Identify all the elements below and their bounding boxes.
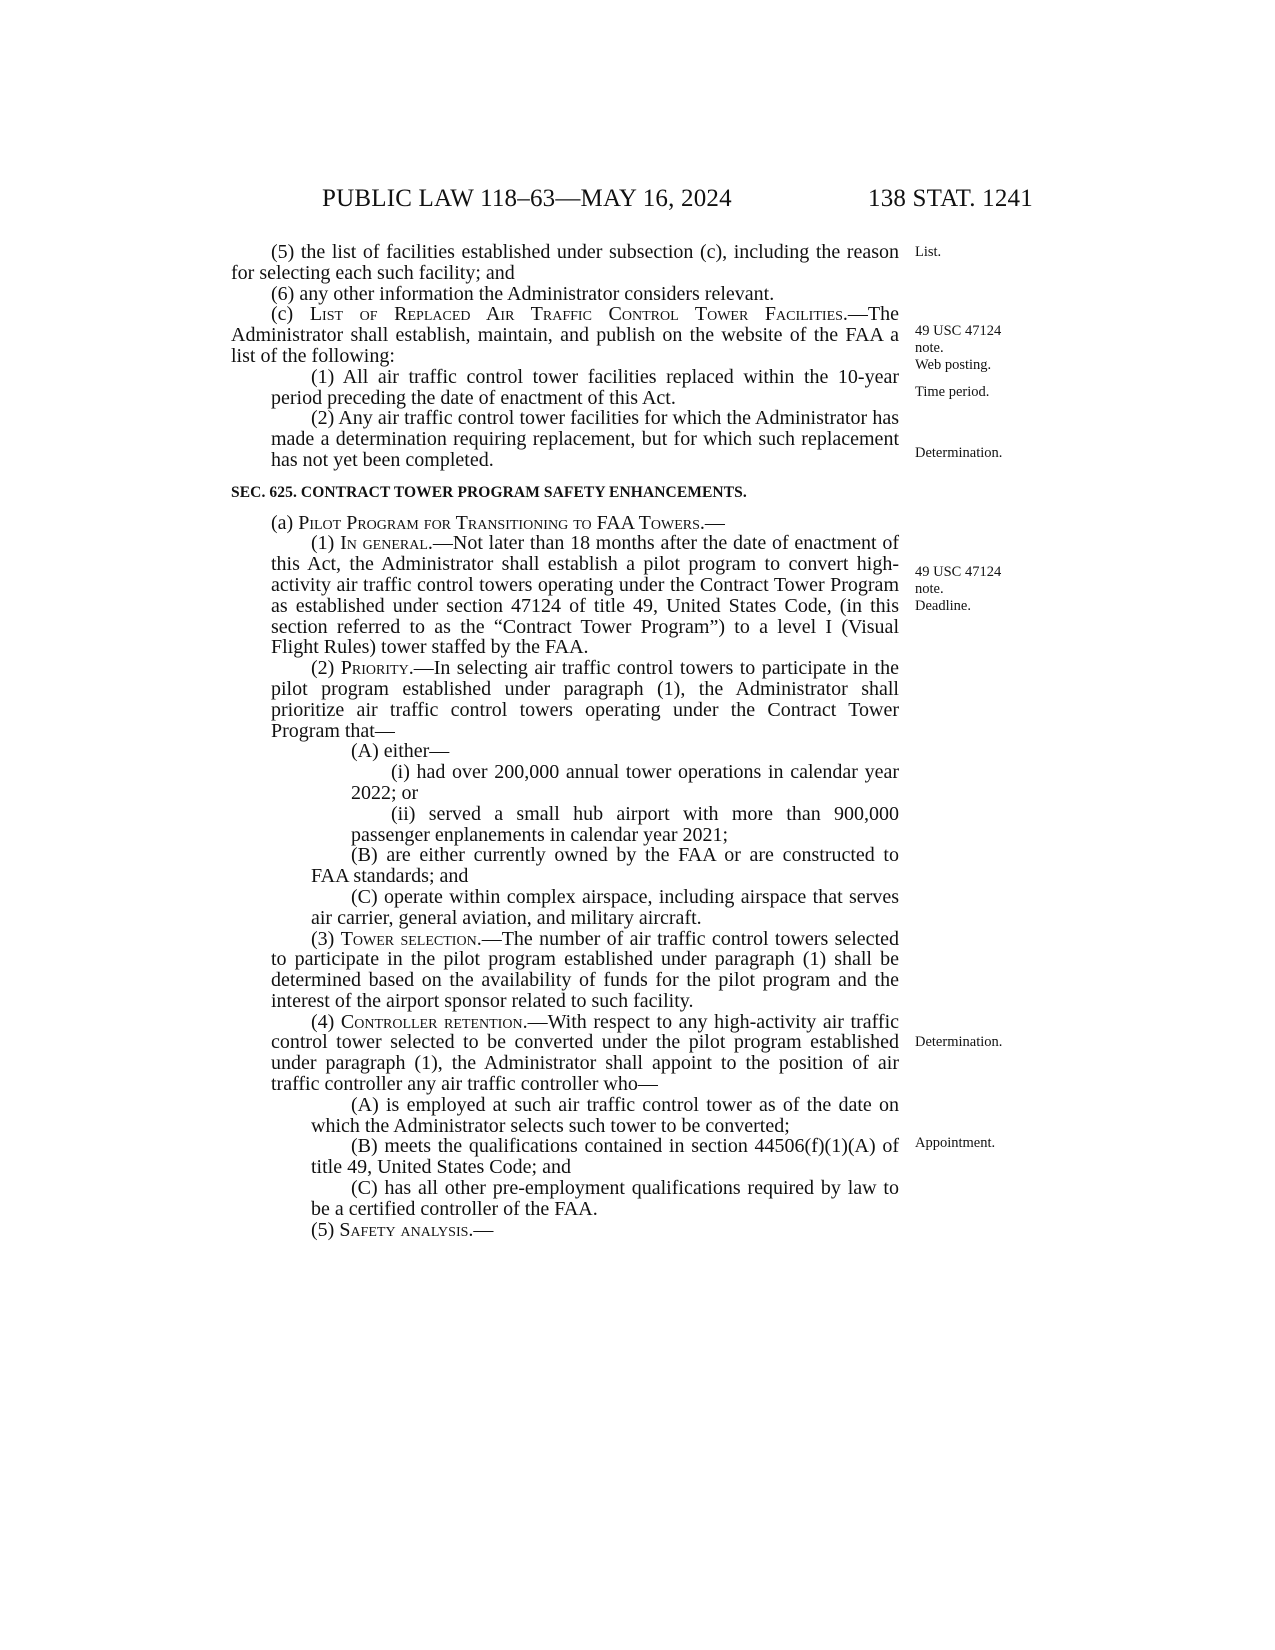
paragraph-a2-number: (2) <box>311 657 341 680</box>
paragraph-a2 <box>231 658 899 741</box>
statute-page-number: 138 STAT. 1241 <box>868 185 1033 212</box>
running-header-title: PUBLIC LAW 118–63—MAY 16, 2024 <box>322 185 732 212</box>
main-text <box>231 242 899 1240</box>
paragraph-a3-number: (3) <box>311 927 341 950</box>
subparagraph-a2B: (B) are either currently owned by the FAA or are constructed to FAA standards; and <box>311 844 899 888</box>
paragraph-b6: (6) any other information the Administrator considers relevant. <box>271 282 775 305</box>
margin-note-web-posting: Web posting. <box>915 357 992 373</box>
margin-note-time-period: Time period. <box>915 384 990 400</box>
subparagraph-a4A: (A) is employed at such air traffic control tower as of the date on which the Administrator selects such tower to be converted; <box>311 1093 899 1137</box>
paragraph-a5-dash: .— <box>468 1218 494 1241</box>
clause-a2Ai: (i) had over 200,000 annual tower operations in calendar year 2022; or <box>351 761 899 804</box>
margin-note-note: note. <box>915 340 944 356</box>
paragraph-a3-text: .—The number of air traffic control towers selected to participate in the pilot program established under paragraph (1) shall be determined based on the availability of funds for the pilot program and the interest of the airport sponsor related to such facility. <box>271 927 899 1012</box>
subsection-c-text: .—The Administrator shall establish, maintain, and publish on the website of the FAA a list of the following: <box>231 303 899 367</box>
paragraph-a5 <box>231 1220 899 1241</box>
margin-note-appointment: Appointment. <box>915 1135 996 1151</box>
paragraph-a4-number: (4) <box>311 1010 341 1033</box>
margin-note-deadline: Deadline. <box>915 598 971 614</box>
subsection-a-heading: Pilot Program for Transitioning to FAA Towers <box>298 511 700 534</box>
margin-note-usc-citation: 49 USC 47124 <box>915 564 1002 580</box>
subparagraph-a4C: (C) has all other pre-employment qualifications required by law to be a certified controller of the FAA. <box>311 1177 899 1220</box>
subsection-a-number: (a) <box>271 511 299 534</box>
paragraph-a3-heading: Tower selection <box>340 927 477 950</box>
paragraph-a2-text: .—In selecting air traffic control towers to participate in the pilot program established under paragraph (1), the Administrator shall prioritize air traffic control towers operating under the Contract Tower Program that— <box>271 657 899 742</box>
paragraph-a4-heading: Controller retention <box>340 1010 523 1033</box>
paragraph-c2: (2) Any air traffic control tower facilities for which the Administrator has made a determination requiring replacement, but for which such replacement has not yet been completed. <box>271 407 899 471</box>
subsection-a <box>231 513 899 534</box>
subsection-c-number: (c) <box>271 303 310 326</box>
subsection-a-dash: .— <box>699 511 725 534</box>
section-heading: SEC. 625. CONTRACT TOWER PROGRAM SAFETY ENHANCEMENTS. <box>231 483 747 501</box>
paragraph-a3 <box>231 929 899 1012</box>
paragraph-a1-number: (1) <box>311 532 341 555</box>
paragraph-a5-number: (5) <box>311 1218 340 1241</box>
paragraph-a4-text: .—With respect to any high-activity air traffic control tower selected to be converted under the pilot program established under paragraph (1), the Administrator shall appoint to the position of air traffic controller any air traffic controller who— <box>271 1010 900 1096</box>
margin-note-list: List. <box>915 244 942 260</box>
paragraph-a1-heading: In general <box>340 532 428 555</box>
paragraph-a2-heading: Priority <box>340 657 409 680</box>
paragraph-a1 <box>231 533 899 658</box>
subparagraph-a2A: (A) either— <box>351 740 450 763</box>
subsection-c <box>231 304 899 366</box>
margin-note-determination: Determination. <box>915 1034 1003 1050</box>
paragraph-b5: (5) the list of facilities established under subsection (c), including the reason for selecting each such facility; and <box>231 241 899 284</box>
paragraph-a5-heading: Safety analysis <box>339 1218 469 1241</box>
paragraph-c1: (1) All air traffic control tower facilities replaced within the 10-year period preceding the date of enactment of this Act. <box>271 365 899 409</box>
paragraph-a1-text: .—Not later than 18 months after the date of enactment of this Act, the Administrator shall establish a pilot program to convert high-activity air traffic control towers operating under the Contract Tower Program as established under section 47124 of title 49, United States Code, (in this section referred to as the “Contract Tower Program”) to a level I (Visual Flight Rules) tower staffed by the FAA. <box>271 532 899 659</box>
subsection-c-heading: List of Replaced Air Traffic Control Tower Facilities <box>309 303 843 326</box>
subparagraph-a4B: (B) meets the qualifications contained in section 44506(f)(1)(A) of title 49, United States Code; and <box>311 1135 899 1179</box>
clause-a2Aii: (ii) served a small hub airport with more than 900,000 passenger enplanements in calendar year 2021; <box>351 802 899 846</box>
subparagraph-a2C: (C) operate within complex airspace, including airspace that serves air carrier, general aviation, and military aircraft. <box>311 885 899 929</box>
paragraph-a4 <box>231 1012 899 1095</box>
margin-note-note: note. <box>915 581 944 597</box>
margin-note-usc-citation: 49 USC 47124 <box>915 323 1002 339</box>
margin-note-determination: Determination. <box>915 445 1003 461</box>
